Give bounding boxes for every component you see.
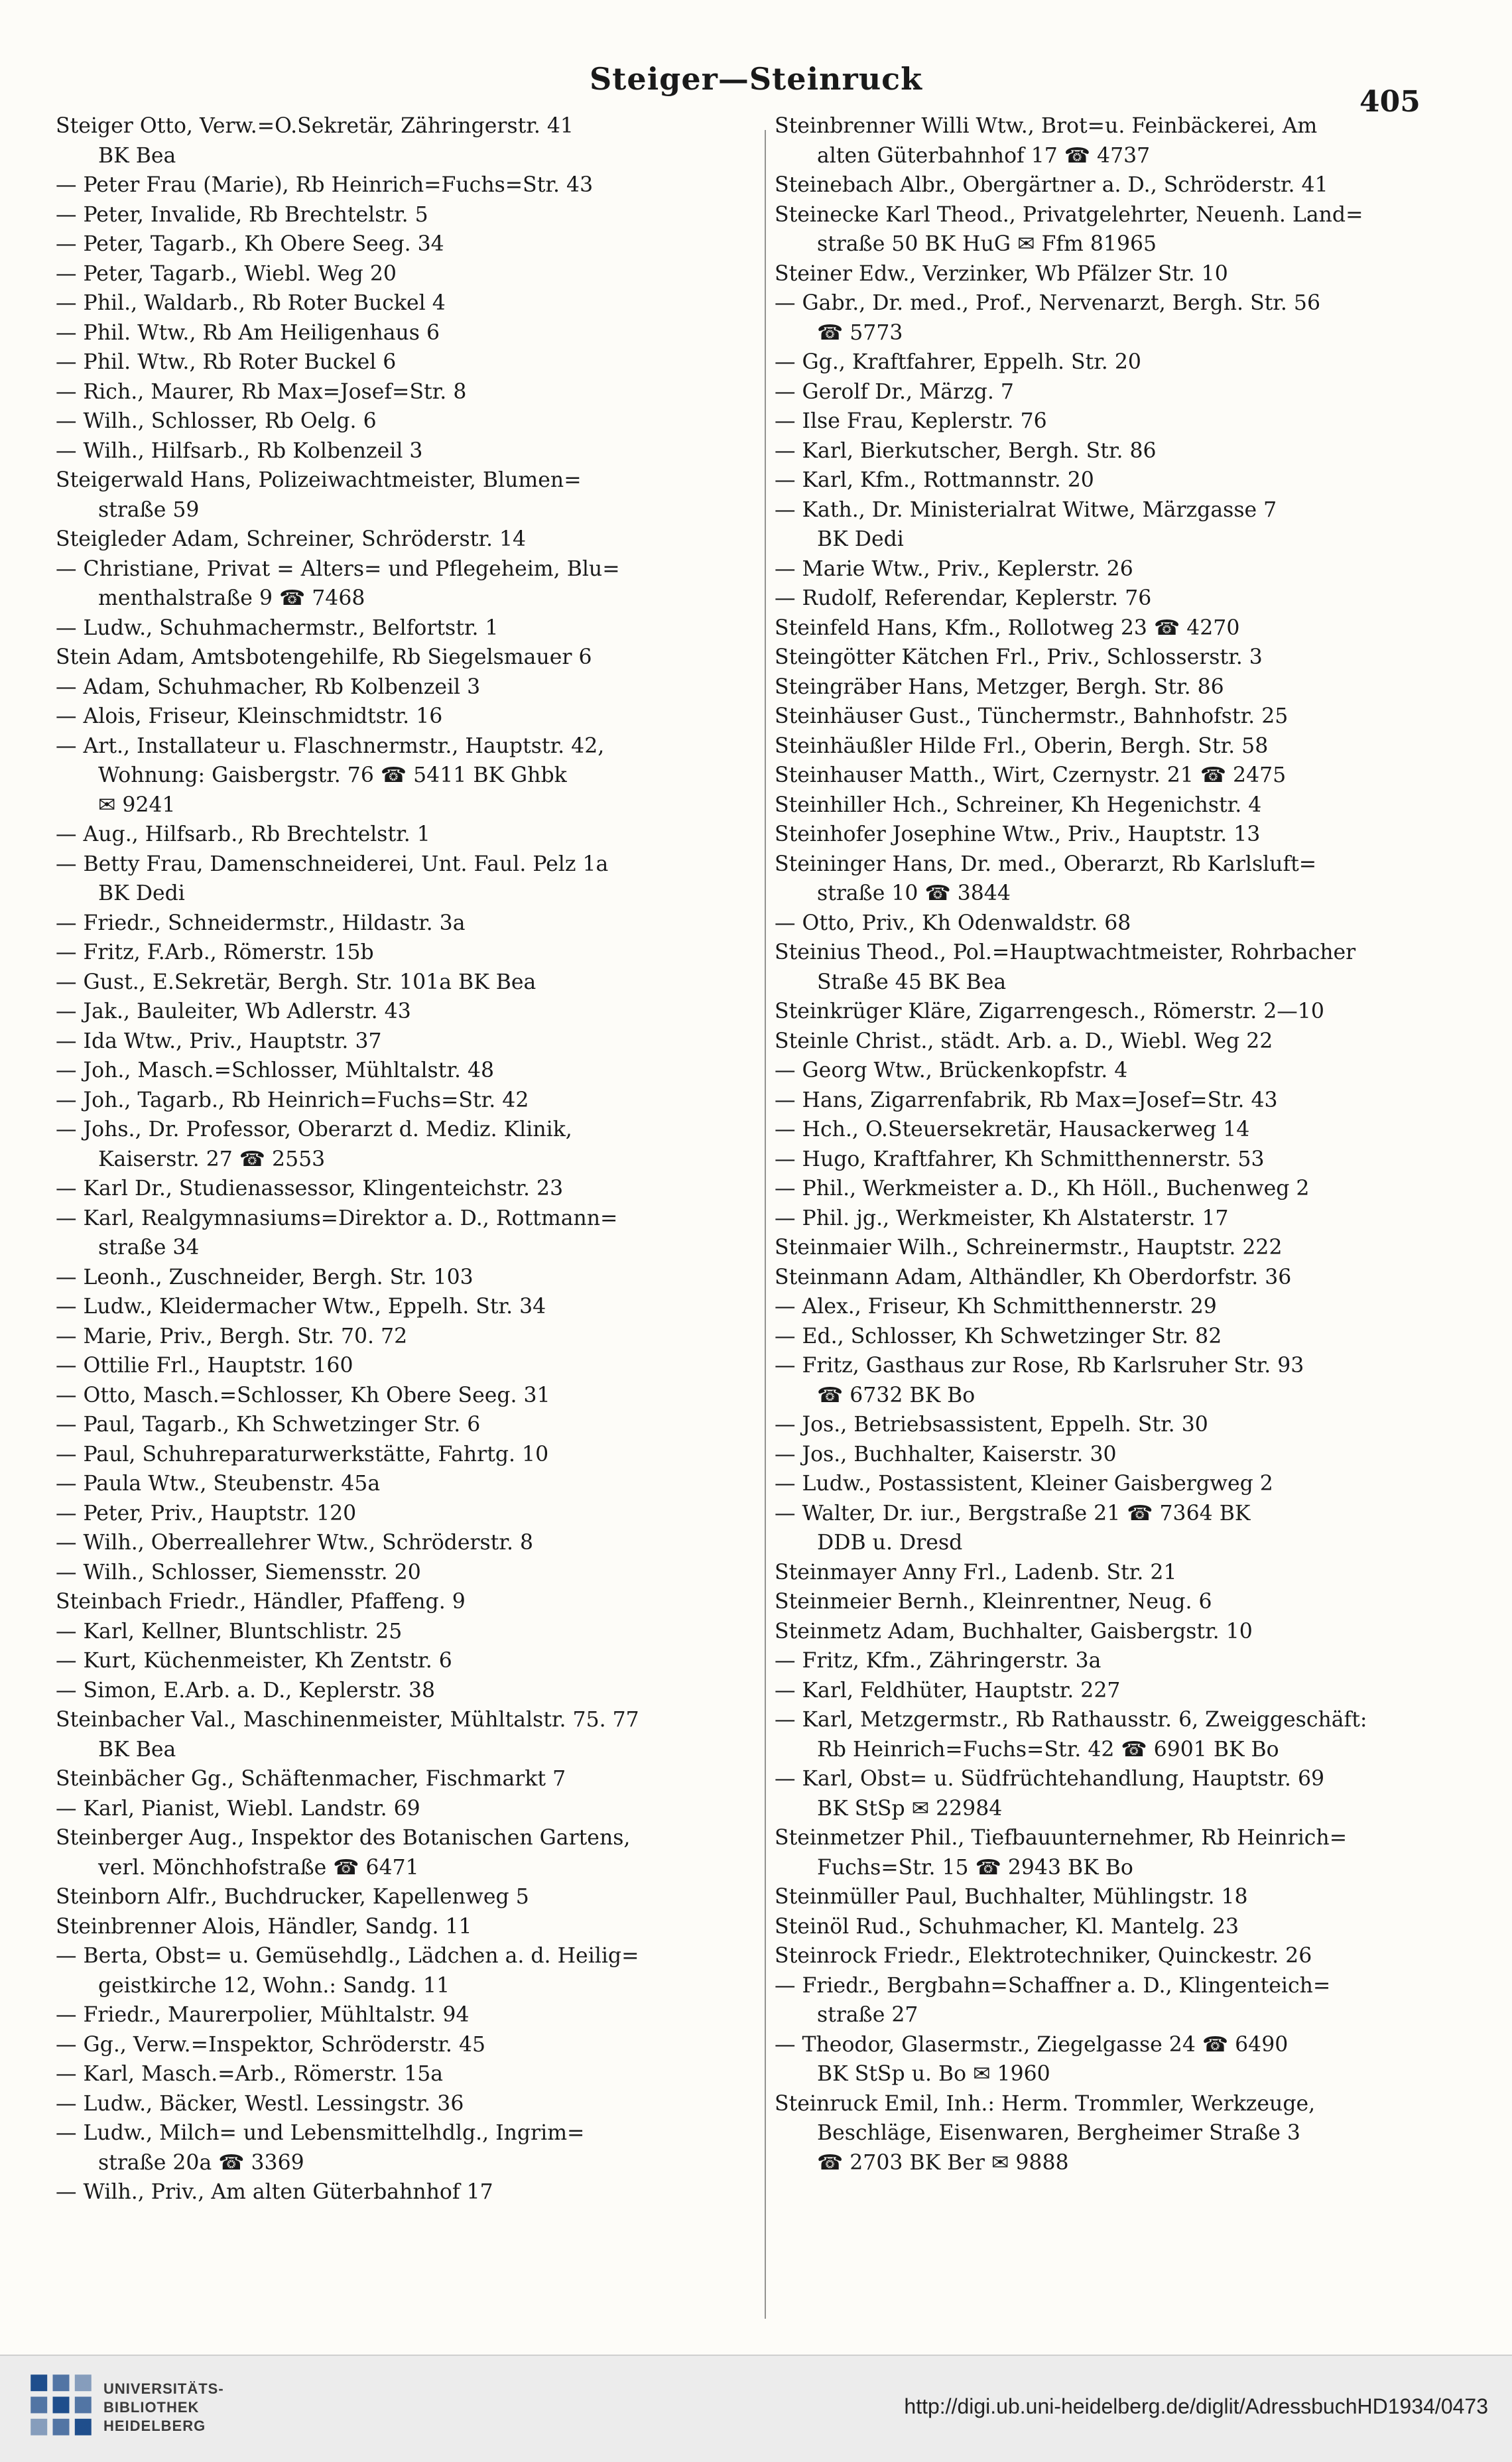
directory-entry: Steinmüller Paul, Buchhalter, Mühlingstr. 18 — [775, 1885, 1248, 1909]
directory-entry: Steinmeier Bernh., Kleinrentner, Neug. 6 — [775, 1590, 1212, 1614]
directory-entry: — Phil. Wtw., Rb Am Heiligenhaus 6 — [56, 320, 440, 345]
directory-entry: — Wilh., Priv., Am alten Güterbahnhof 17 — [56, 2180, 493, 2204]
directory-entry: Steiger Otto, Verw.=O.Sekretär, Zähringerstr. 41 — [56, 114, 574, 138]
directory-entry-continuation: ☎ 6732 BK Bo — [817, 1383, 976, 1407]
directory-entry: — Hans, Zigarrenfabrik, Rb Max=Josef=Str. 43 — [775, 1088, 1278, 1112]
directory-entry: Steinbrenner Alois, Händler, Sandg. 11 — [56, 1914, 472, 1939]
directory-entry: — Marie Wtw., Priv., Keplerstr. 26 — [775, 556, 1133, 581]
directory-entry: Steinborn Alfr., Buchdrucker, Kapellenweg 5 — [56, 1885, 529, 1909]
directory-entry-continuation: straße 27 — [817, 2003, 918, 2027]
directory-entry: — Gerolf Dr., Märzg. 7 — [775, 379, 1014, 404]
directory-entry: Steinmetzer Phil., Tiefbauunternehmer, Rb Heinrich= — [775, 1826, 1348, 1850]
directory-entry-continuation: menthalstraße 9 ☎ 7468 — [98, 586, 365, 610]
directory-entry-continuation: straße 50 BK HuG ✉ Ffm 81965 — [817, 232, 1157, 256]
directory-entry: Steinle Christ., städt. Arb. a. D., Wiebl. Weg 22 — [775, 1029, 1273, 1053]
directory-entry-continuation: ☎ 5773 — [817, 320, 903, 345]
left-column — [56, 111, 759, 2327]
directory-entry: — Johs., Dr. Professor, Oberarzt d. Mediz. Klinik, — [56, 1118, 572, 1141]
library-name — [103, 2380, 224, 2435]
directory-entry: — Jos., Betriebsassistent, Eppelh. Str. 30 — [775, 1413, 1208, 1437]
directory-entry-continuation: straße 10 ☎ 3844 — [817, 881, 1011, 905]
directory-entry: — Christiane, Privat = Alters= und Pflegeheim, Blu= — [56, 556, 620, 581]
directory-entry: — Kath., Dr. Ministerialrat Witwe, Märzgasse 7 — [775, 497, 1277, 522]
directory-entry-continuation: verl. Mönchhofstraße ☎ 6471 — [98, 1855, 419, 1880]
directory-entry: — Karl, Masch.=Arb., Römerstr. 15a — [56, 2062, 444, 2086]
directory-entry: — Georg Wtw., Brückenkopfstr. 4 — [775, 1059, 1128, 1082]
directory-entry: — Simon, E.Arb. a. D., Keplerstr. 38 — [56, 1678, 436, 1703]
directory-entry: Steinhauser Matth., Wirt, Czernystr. 21 ☎ 2475 — [775, 763, 1287, 787]
directory-entry: — Hugo, Kraftfahrer, Kh Schmitthennerstr. 53 — [775, 1147, 1265, 1171]
directory-entry-continuation: Kaiserstr. 27 ☎ 2553 — [98, 1147, 326, 1171]
directory-entry: — Hch., O.Steuersekretär, Hausackerweg 14 — [775, 1118, 1250, 1141]
directory-entry: Steinruck Emil, Inh.: Herm. Trommler, Werkzeuge, — [775, 2091, 1316, 2116]
directory-entry: Steinmaier Wilh., Schreinermstr., Hauptstr. 222 — [775, 1236, 1283, 1260]
directory-entry-continuation: straße 34 — [98, 1236, 200, 1260]
directory-entry: — Otto, Masch.=Schlosser, Kh Obere Seeg. 31 — [56, 1383, 550, 1407]
directory-entry: Steinfeld Hans, Kfm., Rollotweg 23 ☎ 4270 — [775, 616, 1240, 640]
directory-entry-continuation: BK StSp ✉ 22984 — [817, 1796, 1003, 1821]
directory-entry-continuation: alten Güterbahnhof 17 ☎ 4737 — [817, 143, 1151, 168]
directory-entry: — Karl, Kfm., Rottmannstr. 20 — [775, 468, 1094, 492]
directory-entry: Stein Adam, Amtsbotengehilfe, Rb Siegelsmauer 6 — [56, 645, 592, 669]
directory-entry: Steinkrüger Kläre, Zigarrengesch., Römerstr. 2—10 — [775, 1000, 1324, 1023]
directory-entry: Steinbacher Val., Maschinenmeister, Mühltalstr. 75. 77 — [56, 1708, 639, 1732]
directory-entry: — Gust., E.Sekretär, Bergh. Str. 101a BK Bea — [56, 970, 536, 994]
directory-entry-continuation: Beschläge, Eisenwaren, Bergheimer Straße 3 — [817, 2121, 1300, 2145]
page-number: 405 — [1359, 85, 1420, 119]
directory-entry: — Otto, Priv., Kh Odenwaldstr. 68 — [775, 911, 1131, 935]
directory-entry: — Jak., Bauleiter, Wb Adlerstr. 43 — [56, 1000, 411, 1023]
directory-entry: — Rudolf, Referendar, Keplerstr. 76 — [775, 586, 1152, 610]
directory-entry: Steinbächer Gg., Schäftenmacher, Fischmarkt 7 — [56, 1767, 566, 1791]
directory-entry: — Gabr., Dr. med., Prof., Nervenarzt, Bergh. Str. 56 — [775, 291, 1321, 315]
directory-entry-continuation: geistkirche 12, Wohn.: Sandg. 11 — [98, 1973, 450, 1998]
directory-entry: — Fritz, F.Arb., Römerstr. 15b — [56, 940, 374, 964]
directory-entry: — Ludw., Bäcker, Westl. Lessingstr. 36 — [56, 2091, 464, 2116]
source-url-link[interactable]: http://digi.ub.uni-heidelberg.de/diglit/AdressbuchHD1934/0473 — [904, 2394, 1488, 2418]
directory-entry: — Gg., Verw.=Inspektor, Schröderstr. 45 — [56, 2032, 486, 2057]
directory-entry: Steinbrenner Willi Wtw., Brot=u. Feinbäckerei, Am — [775, 114, 1318, 138]
directory-entry: — Fritz, Gasthaus zur Rose, Rb Karlsruher Str. 93 — [775, 1354, 1304, 1378]
directory-entry-continuation: BK Bea — [98, 1737, 176, 1762]
directory-entry-continuation: DDB u. Dresd — [817, 1531, 963, 1555]
directory-entry: — Peter, Priv., Hauptstr. 120 — [56, 1501, 357, 1525]
directory-entry: — Joh., Tagarb., Rb Heinrich=Fuchs=Str. 42 — [56, 1088, 529, 1112]
directory-entry: — Alois, Friseur, Kleinschmidtstr. 16 — [56, 704, 443, 728]
directory-entry: — Art., Installateur u. Flaschnermstr., Hauptstr. 42, — [56, 734, 605, 758]
directory-entry: — Peter, Tagarb., Wiebl. Weg 20 — [56, 261, 397, 286]
directory-entry: — Paula Wtw., Steubenstr. 45a — [56, 1472, 381, 1496]
library-name-line: HEIDELBERG — [103, 2418, 206, 2434]
library-name-line: BIBLIOTHEK — [103, 2399, 200, 2416]
directory-entry: Steingötter Kätchen Frl., Priv., Schlosserstr. 3 — [775, 645, 1263, 669]
directory-entry: Steinöl Rud., Schuhmacher, Kl. Mantelg. 23 — [775, 1914, 1239, 1939]
directory-entry-continuation: BK Bea — [98, 143, 176, 168]
directory-entry: — Alex., Friseur, Kh Schmitthennerstr. 29 — [775, 1295, 1217, 1319]
directory-entry: — Ludw., Postassistent, Kleiner Gaisbergweg 2 — [775, 1472, 1273, 1496]
directory-entry: — Karl, Obst= u. Südfrüchtehandlung, Hauptstr. 69 — [775, 1767, 1325, 1791]
directory-entry-continuation: ☎ 2703 BK Ber ✉ 9888 — [817, 2150, 1069, 2175]
directory-entry: — Ida Wtw., Priv., Hauptstr. 37 — [56, 1029, 382, 1053]
directory-entry-continuation: BK Dedi — [817, 527, 904, 551]
directory-entry: — Karl, Realgymnasiums=Direktor a. D., Rottmann= — [56, 1206, 618, 1230]
directory-entry: Steinhäuser Gust., Tünchermstr., Bahnhofstr. 25 — [775, 704, 1289, 728]
directory-entry-continuation: straße 59 — [98, 497, 200, 522]
directory-entry: — Wilh., Schlosser, Siemensstr. 20 — [56, 1560, 421, 1585]
directory-entry: Steinmetz Adam, Buchhalter, Gaisbergstr. 10 — [775, 1619, 1253, 1644]
running-head: Steiger—Steinruck — [589, 61, 923, 97]
directory-entry: — Joh., Masch.=Schlosser, Mühltalstr. 48 — [56, 1059, 495, 1082]
directory-entry: Steinbach Friedr., Händler, Pfaffeng. 9 — [56, 1590, 466, 1614]
directory-entry: — Wilh., Schlosser, Rb Oelg. 6 — [56, 409, 377, 433]
directory-entry: Steinhiller Hch., Schreiner, Kh Hegenichstr. 4 — [775, 793, 1262, 817]
directory-entry: Steinmayer Anny Frl., Ladenb. Str. 21 — [775, 1560, 1177, 1585]
directory-entry: — Paul, Tagarb., Kh Schwetzinger Str. 6 — [56, 1413, 481, 1437]
directory-entry-continuation: Straße 45 BK Bea — [817, 970, 1007, 994]
directory-entry-continuation: straße 20a ☎ 3369 — [98, 2150, 304, 2175]
directory-entry: Steiner Edw., Verzinker, Wb Pfälzer Str. 10 — [775, 261, 1228, 286]
directory-entry: — Theodor, Glasermstr., Ziegelgasse 24 ☎ 6490 — [775, 2032, 1289, 2057]
directory-entry: — Fritz, Kfm., Zähringerstr. 3a — [775, 1649, 1102, 1673]
directory-entry: — Karl, Feldhüter, Hauptstr. 227 — [775, 1678, 1121, 1703]
column-divider — [765, 130, 766, 2319]
directory-entry: — Berta, Obst= u. Gemüsehdlg., Lädchen a. d. Heilig= — [56, 1944, 639, 1968]
directory-entry: Steinhäußler Hilde Frl., Oberin, Bergh. Str. 58 — [775, 734, 1269, 758]
directory-entry-continuation: Fuchs=Str. 15 ☎ 2943 BK Bo — [817, 1855, 1133, 1880]
directory-entry: Steinrock Friedr., Elektrotechniker, Quinckestr. 26 — [775, 1944, 1312, 1968]
directory-entry: — Friedr., Schneidermstr., Hildastr. 3a — [56, 911, 466, 935]
directory-entry-continuation: ✉ 9241 — [98, 793, 176, 817]
university-library-logo-icon — [27, 2370, 95, 2439]
directory-entry: — Phil., Waldarb., Rb Roter Buckel 4 — [56, 291, 446, 315]
directory-entry: — Wilh., Hilfsarb., Rb Kolbenzeil 3 — [56, 438, 423, 463]
directory-entry: — Karl Dr., Studienassessor, Klingenteichstr. 23 — [56, 1177, 564, 1200]
directory-entry: — Walter, Dr. iur., Bergstraße 21 ☎ 7364 BK — [775, 1501, 1251, 1525]
directory-entry: Steininger Hans, Dr. med., Oberarzt, Rb Karlsluft= — [775, 852, 1317, 876]
directory-entry: — Friedr., Bergbahn=Schaffner a. D., Klingenteich= — [775, 1973, 1331, 1998]
directory-entry: — Karl, Kellner, Bluntschlistr. 25 — [56, 1619, 403, 1644]
directory-entry: — Kurt, Küchenmeister, Kh Zentstr. 6 — [56, 1649, 452, 1673]
directory-entry: Steinhofer Josephine Wtw., Priv., Hauptstr. 13 — [775, 822, 1261, 846]
directory-entry: — Karl, Pianist, Wiebl. Landstr. 69 — [56, 1796, 420, 1821]
directory-entry: — Phil. Wtw., Rb Roter Buckel 6 — [56, 350, 397, 374]
directory-entry: Steingräber Hans, Metzger, Bergh. Str. 86 — [775, 675, 1224, 699]
viewer-footer — [0, 2355, 1512, 2462]
directory-entry: Steinmann Adam, Althändler, Kh Oberdorfstr. 36 — [775, 1265, 1292, 1289]
directory-entry-continuation: Rb Heinrich=Fuchs=Str. 42 ☎ 6901 BK Bo — [817, 1737, 1279, 1762]
directory-entry: — Peter, Invalide, Rb Brechtelstr. 5 — [56, 202, 428, 227]
directory-entry: — Phil., Werkmeister a. D., Kh Höll., Buchenweg 2 — [775, 1177, 1310, 1200]
directory-entry: — Jos., Buchhalter, Kaiserstr. 30 — [775, 1442, 1117, 1466]
directory-entry: — Phil. jg., Werkmeister, Kh Alstaterstr. 17 — [775, 1206, 1229, 1230]
directory-entry: Steinebach Albr., Obergärtner a. D., Schröderstr. 41 — [775, 173, 1328, 197]
directory-entry: — Leonh., Zuschneider, Bergh. Str. 103 — [56, 1265, 473, 1289]
directory-entry: — Peter Frau (Marie), Rb Heinrich=Fuchs=Str. 43 — [56, 173, 594, 197]
directory-entry: Steinberger Aug., Inspektor des Botanischen Gartens, — [56, 1826, 631, 1850]
directory-entry-continuation: BK StSp u. Bo ✉ 1960 — [817, 2062, 1050, 2086]
directory-entry: — Ludw., Milch= und Lebensmittelhdlg., Ingrim= — [56, 2121, 585, 2145]
directory-entry-continuation: BK Dedi — [98, 881, 185, 905]
directory-entry: — Adam, Schuhmacher, Rb Kolbenzeil 3 — [56, 675, 481, 699]
directory-entry: — Rich., Maurer, Rb Max=Josef=Str. 8 — [56, 379, 467, 404]
directory-entry: Steinecke Karl Theod., Privatgelehrter, Neuenh. Land= — [775, 202, 1363, 227]
right-column — [775, 111, 1484, 2327]
directory-entry: — Aug., Hilfsarb., Rb Brechtelstr. 1 — [56, 822, 430, 846]
directory-entry: — Ed., Schlosser, Kh Schwetzinger Str. 82 — [775, 1324, 1222, 1348]
directory-entry-continuation: Wohnung: Gaisbergstr. 76 ☎ 5411 BK Ghbk — [98, 763, 567, 787]
directory-entry: — Paul, Schuhreparaturwerkstätte, Fahrtg. 10 — [56, 1442, 549, 1466]
directory-entry: — Karl, Metzgermstr., Rb Rathausstr. 6, Zweiggeschäft: — [775, 1708, 1367, 1732]
directory-entry: — Peter, Tagarb., Kh Obere Seeg. 34 — [56, 232, 444, 256]
directory-entry: — Ludw., Kleidermacher Wtw., Eppelh. Str. 34 — [56, 1295, 546, 1319]
directory-entry: Steinius Theod., Pol.=Hauptwachtmeister, Rohrbacher — [775, 940, 1356, 964]
directory-entry: — Marie, Priv., Bergh. Str. 70. 72 — [56, 1324, 408, 1348]
directory-entry: — Friedr., Maurerpolier, Mühltalstr. 94 — [56, 2003, 470, 2027]
directory-entry: Steigleder Adam, Schreiner, Schröderstr. 14 — [56, 527, 527, 551]
directory-entry: — Wilh., Oberreallehrer Wtw., Schröderstr. 8 — [56, 1531, 534, 1555]
directory-entry: — Ottilie Frl., Hauptstr. 160 — [56, 1354, 353, 1378]
library-name-line: UNIVERSITÄTS- — [103, 2380, 224, 2397]
directory-entry: — Gg., Kraftfahrer, Eppelh. Str. 20 — [775, 350, 1141, 374]
directory-entry: — Ilse Frau, Keplerstr. 76 — [775, 409, 1047, 433]
directory-entry: Steigerwald Hans, Polizeiwachtmeister, Blumen= — [56, 468, 582, 492]
directory-entry: — Karl, Bierkutscher, Bergh. Str. 86 — [775, 438, 1157, 463]
directory-entry: — Ludw., Schuhmachermstr., Belfortstr. 1 — [56, 616, 499, 640]
directory-entry: — Betty Frau, Damenschneiderei, Unt. Faul. Pelz 1a — [56, 852, 609, 876]
